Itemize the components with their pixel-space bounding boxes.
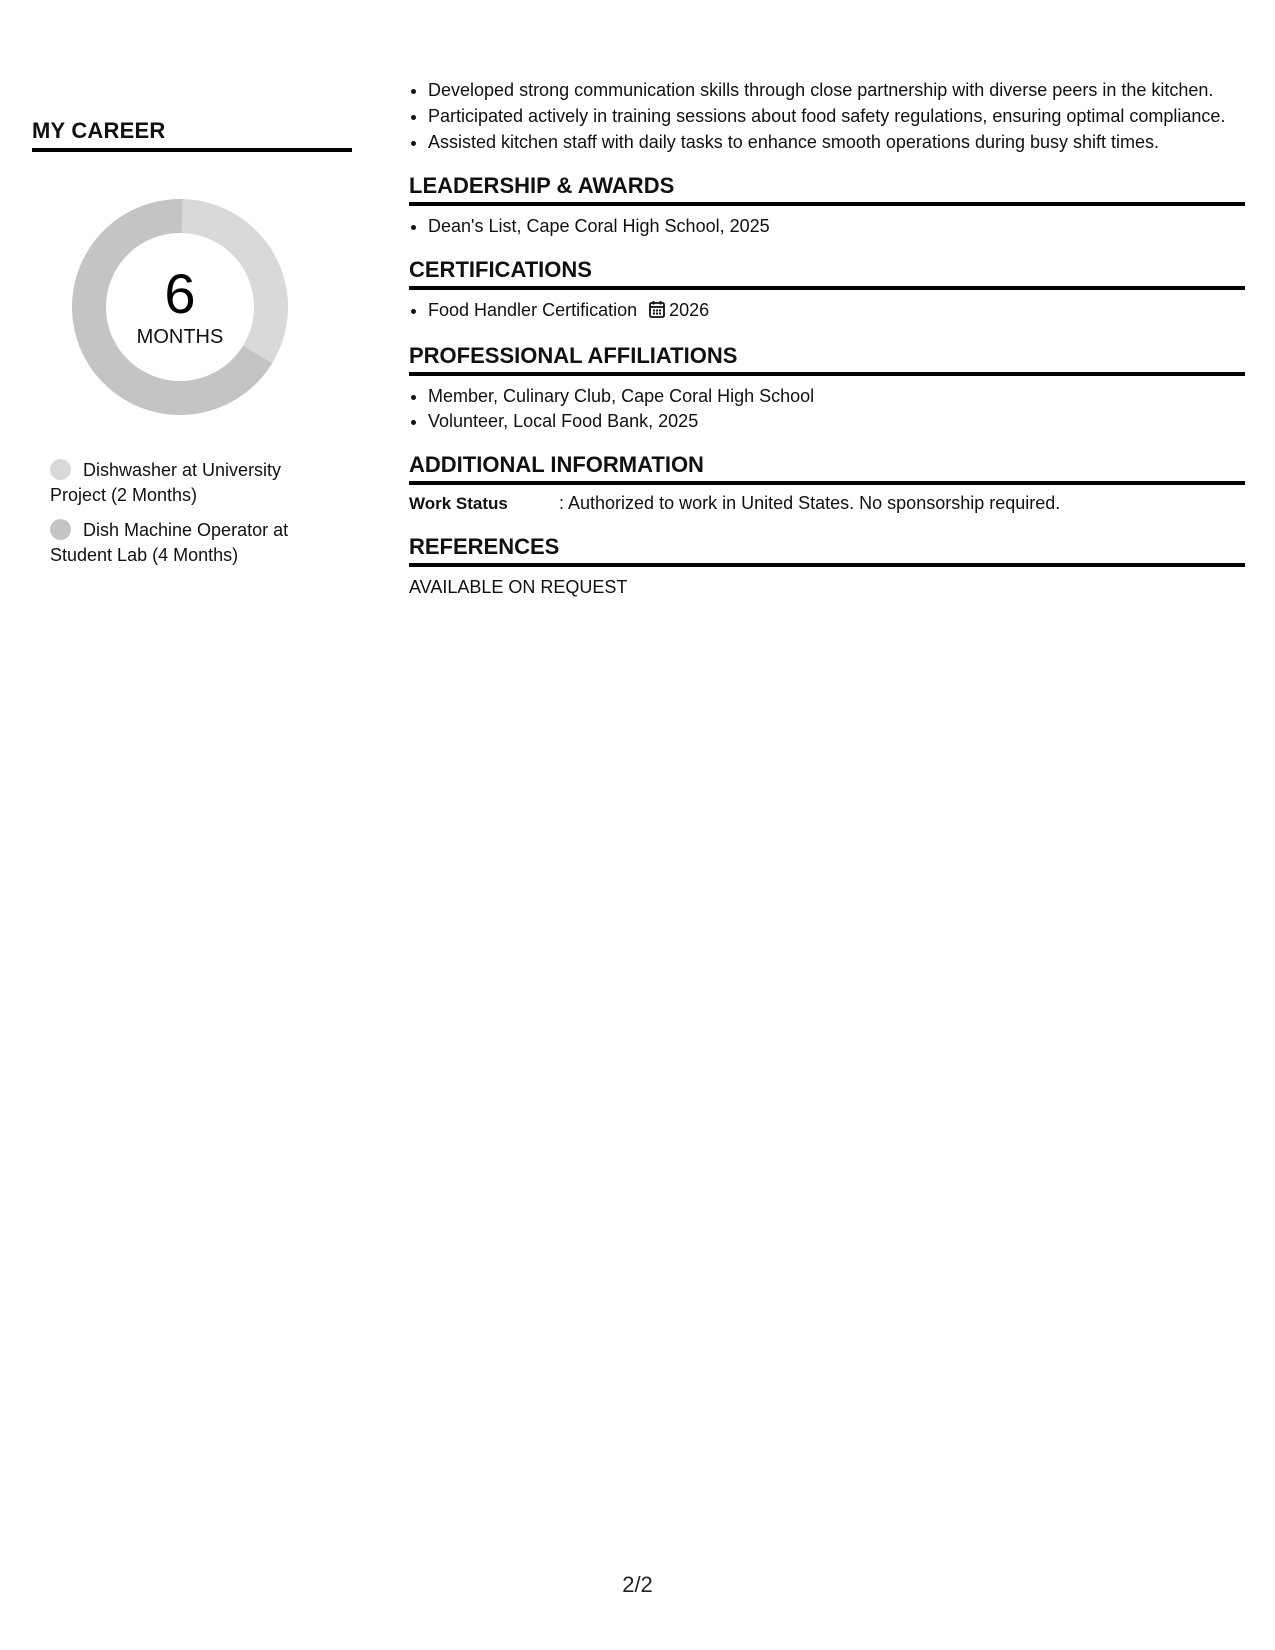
certification-item	[428, 298, 1245, 325]
experience-bullet: • Participated actively in training sessions about food safety regulations, ensuring optimal compliance.	[428, 104, 1245, 129]
legend-swatch-job2	[50, 519, 71, 540]
additional-info-section	[409, 452, 1245, 516]
legend-swatch-job1	[50, 459, 71, 480]
certifications-title: CERTIFICATIONS	[409, 257, 1245, 290]
leadership-section	[409, 173, 1245, 239]
affiliation-item: • Volunteer, Local Food Bank, 2025	[428, 409, 1245, 434]
references-title: REFERENCES	[409, 534, 1245, 567]
leadership-list	[409, 214, 1245, 239]
career-title: MY CAREER	[32, 118, 352, 152]
affiliation-item: • Member, Culinary Club, Cape Coral High School	[428, 384, 1245, 409]
experience-bullets	[409, 78, 1245, 155]
resume-main-column	[409, 78, 1245, 600]
career-sidebar	[32, 118, 352, 578]
career-legend	[50, 458, 320, 568]
experience-bullet: • Developed strong communication skills through close partnership with diverse peers in the kitchen.	[428, 78, 1245, 103]
donut-center-label	[67, 194, 293, 420]
affiliations-section	[409, 343, 1245, 434]
calendar-icon	[649, 300, 665, 325]
affiliations-title: PROFESSIONAL AFFILIATIONS	[409, 343, 1245, 376]
legend-label-job1: Dishwasher at University Project (2 Months)	[50, 460, 282, 505]
certification-year: 2026	[669, 300, 710, 320]
work-status-label: Work Status	[409, 494, 508, 513]
experience-bullet: • Assisted kitchen staff with daily tasks to enhance smooth operations during busy shift times.	[428, 130, 1245, 155]
total-months-number: 6	[164, 262, 196, 325]
certification-name: Food Handler Certification	[428, 300, 638, 320]
leadership-item: • Dean's List, Cape Coral High School, 2025	[428, 214, 1245, 239]
references-section	[409, 534, 1245, 600]
legend-item-job2	[50, 518, 320, 568]
legend-label-job2: Dish Machine Operator at Student Lab (4 Months)	[50, 520, 289, 565]
legend-item-job1	[50, 458, 320, 508]
affiliations-list	[409, 384, 1245, 434]
career-donut-chart	[67, 194, 293, 420]
total-months-unit: MONTHS	[136, 326, 224, 348]
work-status-value: : Authorized to work in United States. No sponsorship required.	[559, 493, 1061, 513]
page-number: 2/2	[622, 1572, 653, 1597]
certifications-section	[409, 257, 1245, 325]
work-status-row	[409, 491, 1245, 516]
additional-info-title: ADDITIONAL INFORMATION	[409, 452, 1245, 485]
references-text: AVAILABLE ON REQUEST	[409, 577, 628, 597]
leadership-title: LEADERSHIP & AWARDS	[409, 173, 1245, 206]
certifications-list	[409, 298, 1245, 325]
